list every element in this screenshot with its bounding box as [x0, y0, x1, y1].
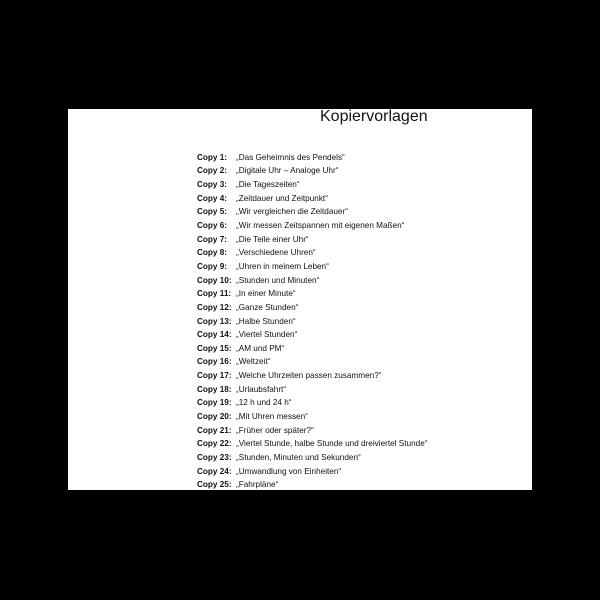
list-item	[197, 478, 427, 490]
copy-title: „Viertel Stunden“	[236, 330, 298, 340]
list-item	[197, 192, 427, 206]
page-title: Kopiervorlagen	[320, 109, 428, 125]
copy-number-label: Copy 4:	[197, 193, 228, 203]
copy-title: „Stunden, Minuten und Sekunden“	[236, 452, 361, 462]
list-item	[197, 369, 427, 383]
copy-title: „Mit Uhren messen“	[236, 411, 308, 421]
copy-number-label: Copy 12:	[197, 302, 232, 312]
copy-title: „Zeitdauer und Zeitpunkt“	[236, 193, 328, 203]
copy-number-label: Copy 10:	[197, 275, 232, 285]
copy-number-label: Copy 6:	[197, 221, 228, 231]
copy-title: „In einer Minute“	[236, 289, 296, 299]
copy-number-label: Copy 23:	[197, 452, 232, 462]
list-item	[197, 219, 427, 233]
list-item	[197, 260, 427, 274]
copy-title: „Ganze Stunden“	[236, 302, 299, 312]
list-item	[197, 315, 427, 329]
list-item	[197, 356, 427, 370]
copy-number-label: Copy 25:	[197, 480, 232, 490]
copy-title: „Wir messen Zeitspannen mit eigenen Maßen“	[236, 221, 405, 231]
copy-number-label: Copy 21:	[197, 425, 232, 435]
copy-number-label: Copy 9:	[197, 261, 228, 271]
list-item	[197, 328, 427, 342]
copy-title: „Welche Uhrzeiten passen zusammen?“	[236, 371, 382, 381]
list-item	[197, 233, 427, 247]
list-item	[197, 151, 427, 165]
copy-number-label: Copy 17:	[197, 371, 232, 381]
list-item	[197, 397, 427, 411]
copy-number-label: Copy 3:	[197, 180, 228, 190]
copy-title: „Früher oder später?“	[236, 425, 314, 435]
copy-list	[197, 151, 427, 490]
copy-title: „Wir vergleichen die Zeitdauer“	[236, 207, 348, 217]
copy-title: „12 h und 24 h“	[236, 398, 292, 408]
copy-title: „Fahrpläne“	[236, 480, 279, 490]
copy-number-label: Copy 8:	[197, 248, 228, 258]
copy-number-label: Copy 11:	[197, 289, 232, 299]
copy-number-label: Copy 16:	[197, 357, 232, 367]
list-item	[197, 465, 427, 479]
copy-number-label: Copy 14:	[197, 330, 232, 340]
list-item	[197, 301, 427, 315]
copy-title: „Uhren in meinem Leben“	[236, 261, 329, 271]
copy-number-label: Copy 24:	[197, 466, 232, 476]
list-item	[197, 437, 427, 451]
list-item	[197, 383, 427, 397]
document-page	[68, 109, 532, 490]
copy-number-label: Copy 1:	[197, 152, 228, 162]
copy-number-label: Copy 13:	[197, 316, 232, 326]
list-item	[197, 451, 427, 465]
copy-number-label: Copy 18:	[197, 384, 232, 394]
copy-title: „Digitale Uhr – Analoge Uhr“	[236, 166, 339, 176]
copy-title: „Halbe Stunden“	[236, 316, 296, 326]
copy-title: „Viertel Stunde, halbe Stunde und dreiviertel Stunde“	[236, 439, 428, 449]
copy-number-label: Copy 20:	[197, 411, 232, 421]
copy-title: „Stunden und Minuten“	[236, 275, 320, 285]
copy-number-label: Copy 2:	[197, 166, 228, 176]
copy-title: „Die Tageszeiten“	[236, 180, 300, 190]
copy-title: „Umwandlung von Einheiten“	[236, 466, 342, 476]
copy-title: „Urlaubsfahrt“	[236, 384, 287, 394]
list-item	[197, 246, 427, 260]
list-item	[197, 287, 427, 301]
copy-title: „Verschiedene Uhren“	[236, 248, 316, 258]
copy-title: „Das Geheimnis des Pendels“	[236, 152, 345, 162]
list-item	[197, 165, 427, 179]
copy-number-label: Copy 5:	[197, 207, 228, 217]
copy-title: „Weltzeit“	[236, 357, 271, 367]
list-item	[197, 206, 427, 220]
list-item	[197, 342, 427, 356]
copy-number-label: Copy 15:	[197, 343, 232, 353]
copy-title: „AM und PM“	[236, 343, 285, 353]
list-item	[197, 410, 427, 424]
copy-number-label: Copy 7:	[197, 234, 228, 244]
list-item	[197, 424, 427, 438]
list-item	[197, 274, 427, 288]
copy-number-label: Copy 19:	[197, 398, 232, 408]
copy-number-label: Copy 22:	[197, 439, 232, 449]
copy-title: „Die Teile einer Uhr“	[236, 234, 309, 244]
list-item	[197, 178, 427, 192]
